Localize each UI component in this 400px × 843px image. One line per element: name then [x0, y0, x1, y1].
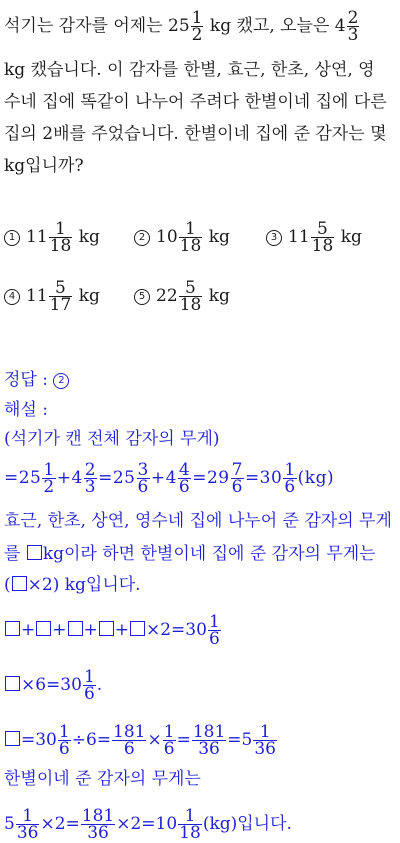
option-3[interactable]: 3 11 $\frac{5}{18}$ kg [266, 221, 362, 254]
answer-number-badge: 2 [53, 373, 69, 389]
equation-1: =25 $\frac{1}{2}$ +4 $\frac{2}{3}$ =25 $\frac{3}{6}$ +4 $\frac{4}{6}$ =29 $\frac{7}{6}$ =30 $\frac{1}{6}$ (kg) [4, 460, 335, 497]
fraction: $\frac{1}{2}$ [191, 8, 203, 45]
unknown-box [5, 621, 20, 636]
unknown-box [12, 576, 27, 591]
unknown-box [99, 621, 114, 636]
equation-3: ×6=30 $\frac{1}{6}$ . [4, 669, 102, 702]
explanation-step-3: 를 kg이라 하면 한별이네 집에 준 감자의 무게는 [4, 544, 376, 564]
option-4[interactable]: 4 11 $\frac{5}{17}$ kg [4, 280, 100, 313]
option-5[interactable]: 5 22 $\frac{5}{18}$ kg [134, 280, 230, 313]
problem-line-1: 석기는 감자를 어제는 25 $\frac{1}{2}$ kg 캤고, 오늘은 4 $\frac{2}{3}$ [4, 8, 359, 45]
unknown-box [5, 676, 20, 691]
explanation-label: 해설 : [4, 400, 48, 420]
fraction: $\frac{2}{3}$ [347, 8, 359, 45]
explanation-step-1: (석기가 캔 전체 감자의 무게) [4, 429, 220, 449]
problem-line-3: 수네 집에 똑같이 나누어 주려다 한별이네 집에 다른 [4, 92, 387, 112]
problem-line-4: 집의 2배를 주었습니다. 한별이네 집에 준 감자는 몇 [4, 124, 387, 144]
unknown-box [68, 621, 83, 636]
option-number-badge: 4 [4, 289, 20, 305]
problem-line-2: kg 캤습니다. 이 감자를 한별, 효근, 한초, 상연, 영 [4, 60, 375, 80]
equation-5: 5 $\frac{1}{36}$ ×2= $\frac{181}{36}$ ×2=10 $\frac{1}{18}$ (kg)입니다. [4, 806, 292, 843]
unknown-box [36, 621, 51, 636]
option-number-badge: 1 [4, 230, 20, 246]
answer-line: 정답 : 2 [4, 369, 75, 391]
explanation-step-2: 효근, 한초, 상연, 영수네 집에 나누어 준 감자의 무게 [4, 511, 392, 531]
explanation-step-4: ( ×2) kg입니다. [4, 575, 141, 595]
option-1[interactable]: 1 11 $\frac{1}{18}$ kg [4, 221, 100, 254]
option-number-badge: 5 [134, 289, 150, 305]
unknown-box [130, 621, 145, 636]
option-2[interactable]: 2 10 $\frac{1}{18}$ kg [134, 221, 230, 254]
equation-4: =30 $\frac{1}{6}$ ÷6= $\frac{181}{6}$ × $\frac{1}{6}$ = $\frac{181}{36}$ =5 $\frac{1}{36}$ [4, 724, 278, 757]
option-number-badge: 2 [134, 230, 150, 246]
option-number-badge: 3 [266, 230, 282, 246]
unknown-box [5, 731, 20, 746]
problem-line-5: kg입니까? [4, 156, 84, 176]
unknown-box [27, 545, 42, 560]
explanation-step-5: 한별이네 준 감자의 무게는 [4, 769, 201, 789]
equation-2: + + + + ×2=30 $\frac{1}{6}$ [4, 614, 222, 647]
